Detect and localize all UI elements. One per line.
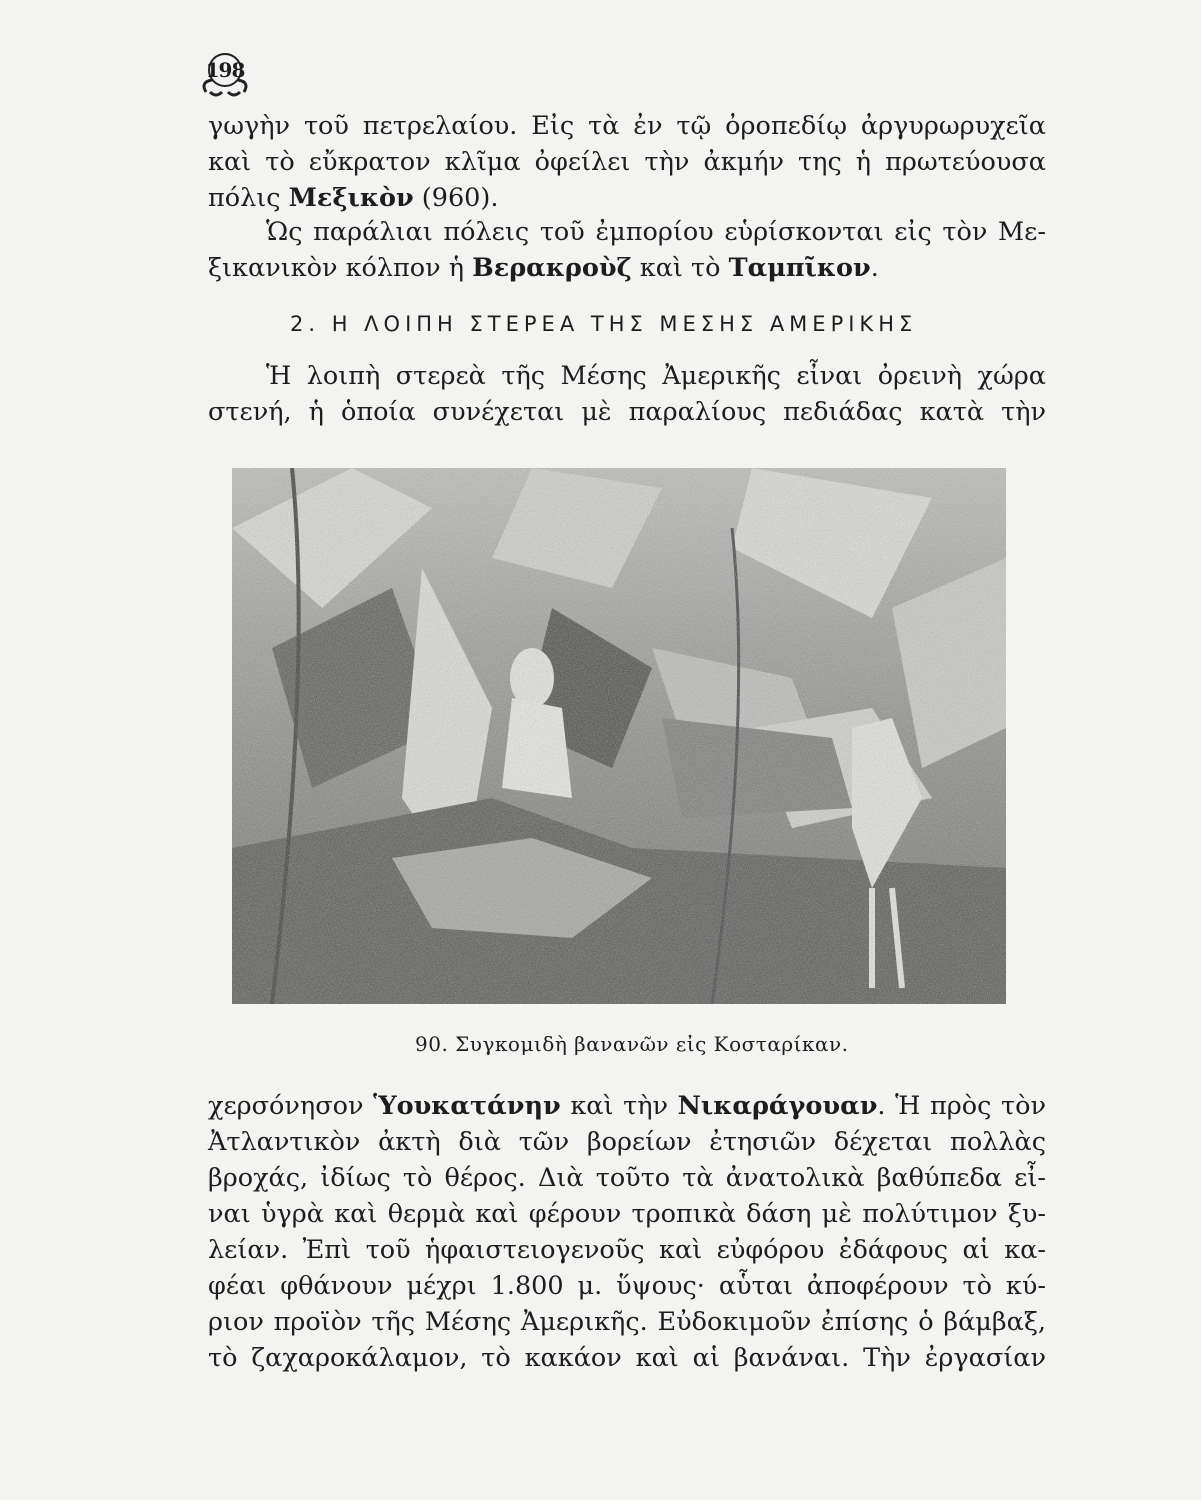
text-line: φέαι φθάνουν μέχρι 1.800 μ. ὕψους· αὗται ἀποφέρουν τὸ κύ- — [208, 1271, 1046, 1301]
bold-term-veracruz: Βερακροὺζ — [472, 253, 632, 283]
text-line: καὶ τὸ εὔκρατον κλῖμα ὀφείλει τὴν ἀκμήν της ἡ πρωτεύουσα — [208, 147, 1046, 177]
paragraph-ports — [208, 214, 1046, 286]
bold-term-yucatan: Ὑουκατάνην — [373, 1091, 561, 1121]
page-number: 198 — [205, 58, 245, 82]
text-line: πόλις Μεξικὸν (960). — [208, 183, 499, 213]
text-line: χερσόνησον Ὑουκατάνην καὶ τὴν Νικαράγουαν. Ἡ πρὸς τὸν — [208, 1091, 1046, 1121]
bold-term-mexico: Μεξικὸν — [288, 183, 414, 213]
text-line: στενή, ἡ ὁποία συνέχεται μὲ παραλίους πεδιάδας κατὰ τὴν — [208, 397, 1046, 427]
text-line: βροχάς, ἰδίως τὸ θέρος. Διὰ τοῦτο τὰ ἀνατολικὰ βαθύπεδα εἶ- — [208, 1163, 1046, 1193]
bold-term-nicaragua: Νικαράγουαν — [677, 1091, 878, 1121]
text-line: ξικανικὸν κόλπον ἡ Βερακροὺζ καὶ τὸ Ταμπῖκον. — [208, 253, 879, 283]
text-line: τὸ ζαχαροκάλαμον, τὸ κακάον καὶ αἱ βανάναι. Τὴν ἐργασίαν — [208, 1343, 1046, 1373]
text-line: ναι ὑγρὰ καὶ θερμὰ καὶ φέρουν τροπικὰ δάση μὲ πολύτιμον ξυ- — [208, 1199, 1046, 1229]
text-line: Ὡς παράλιαι πόλεις τοῦ ἐμπορίου εὑρίσκονται εἰς τὸν Με- — [266, 217, 1046, 247]
page-number-ornament — [196, 48, 254, 106]
figure-caption: 90. Συγκομιδὴ βανανῶν εἰς Κοσταρίκαν. — [415, 1032, 849, 1056]
paragraph-petroleum — [208, 108, 1046, 216]
text-line: λείαν. Ἐπὶ τοῦ ἡφαιστειογενοῦς καὶ εὐφόρου ἐδάφους αἱ κα- — [208, 1235, 1046, 1265]
section-heading: 2. Η ΛΟΙΠΗ ΣΤΕΡΕΑ ΤΗΣ ΜΕΣΗΣ ΑΜΕΡΙΚΗΣ — [290, 312, 918, 336]
text-line: Ἀτλαντικὸν ἀκτὴ διὰ τῶν βορείων ἐτησιῶν δέχεται πολλὰς — [208, 1127, 1046, 1157]
paragraph-climate — [208, 1088, 1046, 1376]
text-line: Ἡ λοιπὴ στερεὰ τῆς Μέσης Ἀμερικῆς εἶναι ὀρεινὴ χώρα — [266, 361, 1046, 391]
bold-term-tampico: Ταμπῖκον — [728, 253, 871, 283]
paragraph-mainland — [208, 358, 1046, 430]
text-line: γωγὴν τοῦ πετρελαίου. Εἰς τὰ ἐν τῷ ὀροπεδίῳ ἀργυρωρυχεῖα — [208, 111, 1046, 141]
text-line: ριον προϊὸν τῆς Μέσης Ἀμερικῆς. Εὐδοκιμοῦν ἐπίσης ὁ βάμβαξ, — [208, 1307, 1046, 1337]
banana-harvest-photo — [232, 468, 1006, 1004]
